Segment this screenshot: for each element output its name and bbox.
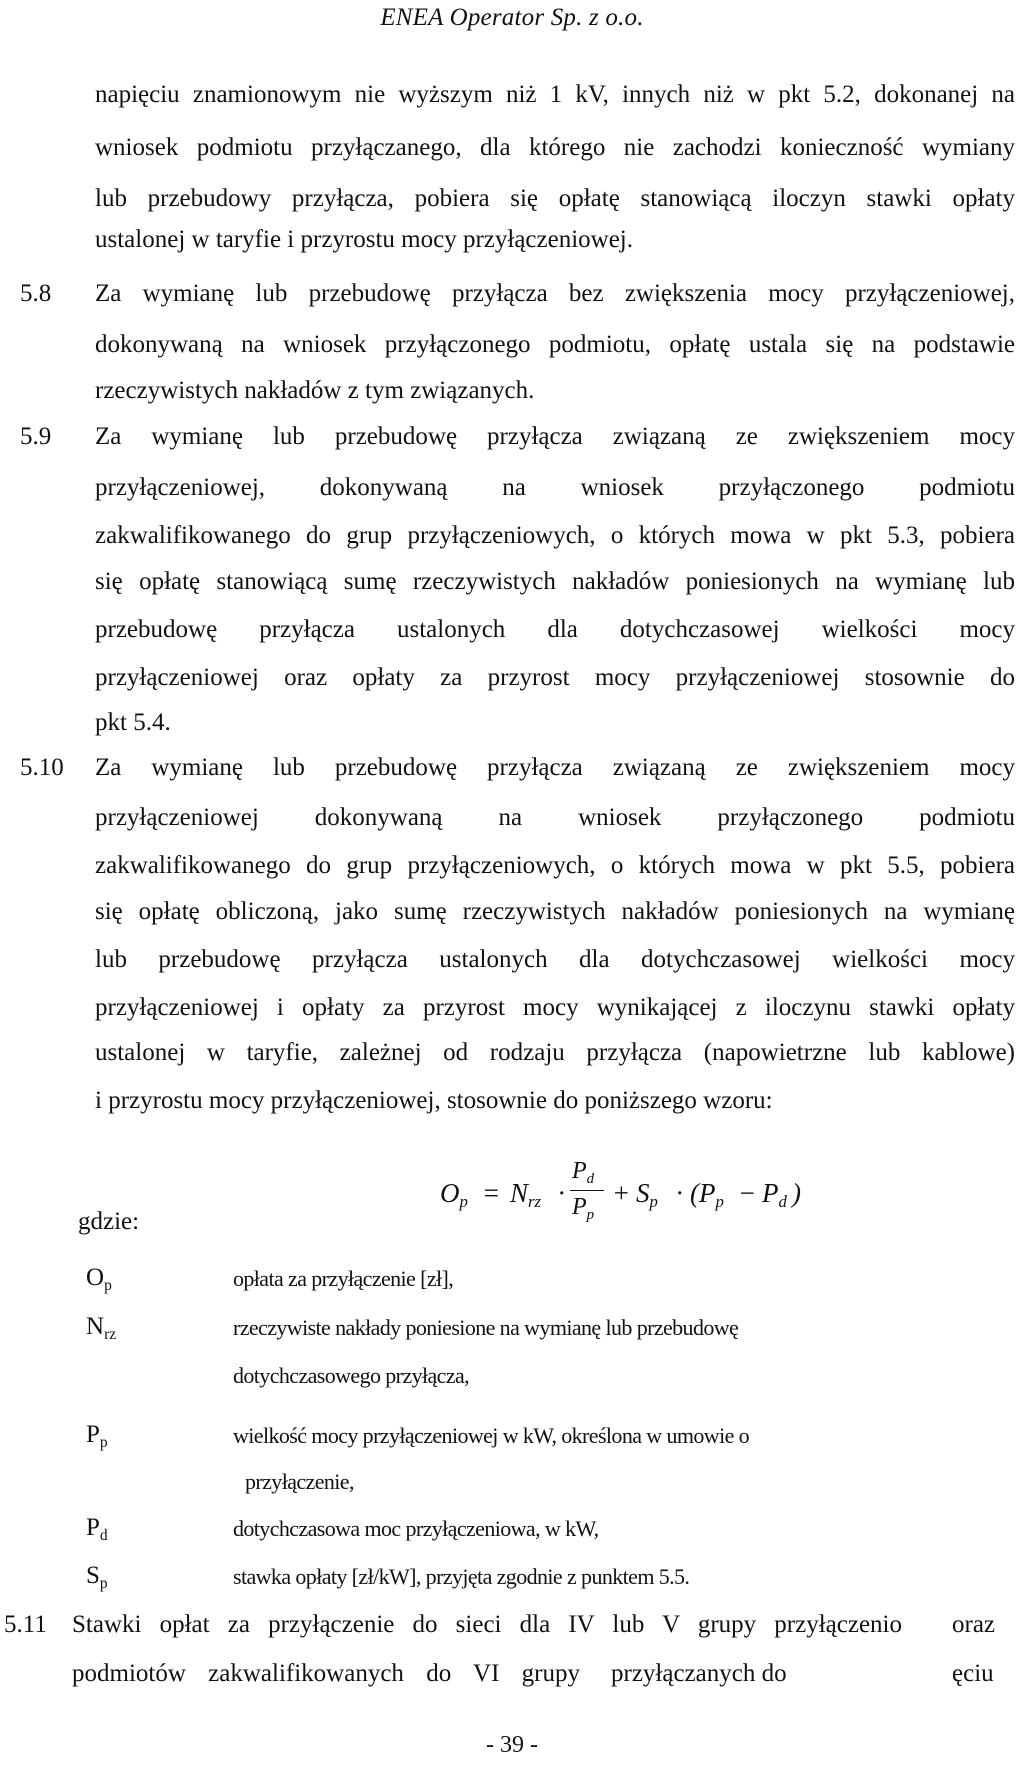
def-symbol: $P_p$ — [86, 1421, 108, 1451]
where-label: gdzie: — [78, 1208, 140, 1235]
def-symbol: $O_p$ — [86, 1264, 112, 1294]
text-line: lub przebudowy przyłącza, pobiera się opłatę stanowiącą iloczyn stawki opłaty — [95, 185, 1015, 212]
text-line: wniosek podmiotu przyłączanego, dla którego nie zachodzi konieczność wymiany — [95, 134, 1015, 161]
def-text: wielkość mocy przyłączeniowej w kW, określona w umowie o — [233, 1423, 750, 1448]
formula-s: $S_p$ — [636, 1178, 658, 1211]
text-line: przyłączeniowej dokonywaną na wniosek przyłączonego podmiotu — [95, 804, 1015, 831]
def-text: dotychczasowa moc przyłączeniowa, w kW, — [233, 1516, 599, 1541]
text-line: przyłączeniowej i opłaty za przyrost mocy wynikającej z iloczynu stawki opłaty — [95, 994, 1015, 1021]
text-line: zakwalifikowanego do grup przyłączeniowych, o których mowa w pkt 5.5, pobiera — [95, 852, 1015, 879]
formula-plus: + — [612, 1178, 631, 1208]
def-text: opłata za przyłączenie [zł], — [233, 1266, 454, 1291]
text-line: się opłatę stanowiącą sumę rzeczywistych nakładów poniesionych na wymianę lub — [95, 568, 1015, 595]
text-line: ustalonej w taryfie, zależnej od rodzaju przyłącza (napowietrzne lub kablowe) — [95, 1039, 1015, 1066]
formula-equals: = — [482, 1178, 501, 1208]
fraction-bar — [570, 1190, 604, 1191]
formula-dot: · — [558, 1178, 565, 1208]
text-line: ustalonej w taryfie i przyrostu mocy przyłączeniowej. — [95, 226, 634, 253]
text-line: lub przebudowę przyłącza ustalonych dla dotychczasowej wielkości mocy — [95, 946, 1015, 973]
text-line: Za wymianę lub przebudowę przyłącza bez zwiększenia mocy przyłączeniowej, — [95, 280, 1015, 307]
paragraph-number: 5.8 — [20, 280, 52, 307]
text-line: się opłatę obliczoną, jako sumę rzeczywistych nakładów poniesionych na wymianę — [95, 898, 1015, 925]
text-line: zakwalifikowanego do grup przyłączeniowych, o których mowa w pkt 5.3, pobiera — [95, 522, 1015, 549]
paragraph-number: 5.11 — [4, 1611, 47, 1638]
formula-lhs: $O_p$ — [440, 1178, 468, 1211]
def-text: stawka opłaty [zł/kW], przyjęta zgodnie z punktem 5.5. — [233, 1564, 690, 1589]
text-line: i przyrostu mocy przyłączeniowej, stosownie do poniższego wzoru: — [95, 1087, 773, 1114]
text-line: dokonywaną na wniosek przyłączonego podmiotu, opłatę ustala się na podstawie — [95, 331, 1015, 358]
def-symbol: $N_{rz}$ — [86, 1313, 117, 1343]
formula-numerator: $P_d$ — [572, 1158, 595, 1187]
paragraph-number: 5.9 — [20, 423, 52, 450]
formula-n: $N_{rz}$ — [510, 1178, 542, 1211]
formula-pd: $P_d$ — [762, 1178, 787, 1211]
formula-denominator: $P_p$ — [572, 1194, 595, 1223]
text-line: Stawki opłat za przyłączenie do sieci dla IV lub V grupy przyłączenio — [72, 1611, 902, 1638]
formula-dot: · — [676, 1178, 683, 1208]
formula-minus: − — [738, 1178, 757, 1208]
page-header: ENEA Operator Sp. z o.o. — [380, 4, 644, 31]
text-line: przyłączeniowej, dokonywaną na wniosek przyłączonego podmiotu — [95, 474, 1015, 501]
text-line: Za wymianę lub przebudowę przyłącza związaną ze zwiększeniem mocy — [95, 423, 1015, 450]
def-text: przyłączenie, — [245, 1469, 354, 1494]
def-text: dotychczasowego przyłącza, — [233, 1363, 470, 1388]
text-line: przyłączeniowej oraz opłaty za przyrost mocy przyłączeniowej stosownie do — [95, 664, 1015, 691]
text-line: Za wymianę lub przebudowę przyłącza związaną ze zwiększeniem mocy — [95, 754, 1015, 781]
text-line: napięciu znamionowym nie wyższym niż 1 kV, innych niż w pkt 5.2, dokonanej na — [95, 81, 1015, 108]
text-line: podmiotów zakwalifikowanych do VI grupy — [72, 1660, 580, 1687]
page-number: - 39 - — [486, 1732, 538, 1758]
text-line: przebudowę przyłącza ustalonych dla dotychczasowej wielkości mocy — [95, 616, 1015, 643]
paragraph-number: 5.10 — [20, 754, 64, 781]
formula-pp: ($P_p$ — [690, 1178, 724, 1211]
text-line: oraz — [952, 1611, 996, 1638]
formula-close: ) — [792, 1178, 801, 1208]
def-text: rzeczywiste nakłady poniesione na wymianę lub przebudowę — [233, 1315, 739, 1340]
formula — [440, 1158, 840, 1238]
text-line: przyłączanych do — [611, 1660, 787, 1687]
text-line: pkt 5.4. — [95, 709, 171, 736]
def-symbol: $P_d$ — [86, 1514, 108, 1544]
def-symbol: $S_p$ — [86, 1562, 108, 1592]
text-line: rzeczywistych nakładów z tym związanych. — [95, 377, 535, 404]
text-line: ęciu — [952, 1660, 994, 1687]
